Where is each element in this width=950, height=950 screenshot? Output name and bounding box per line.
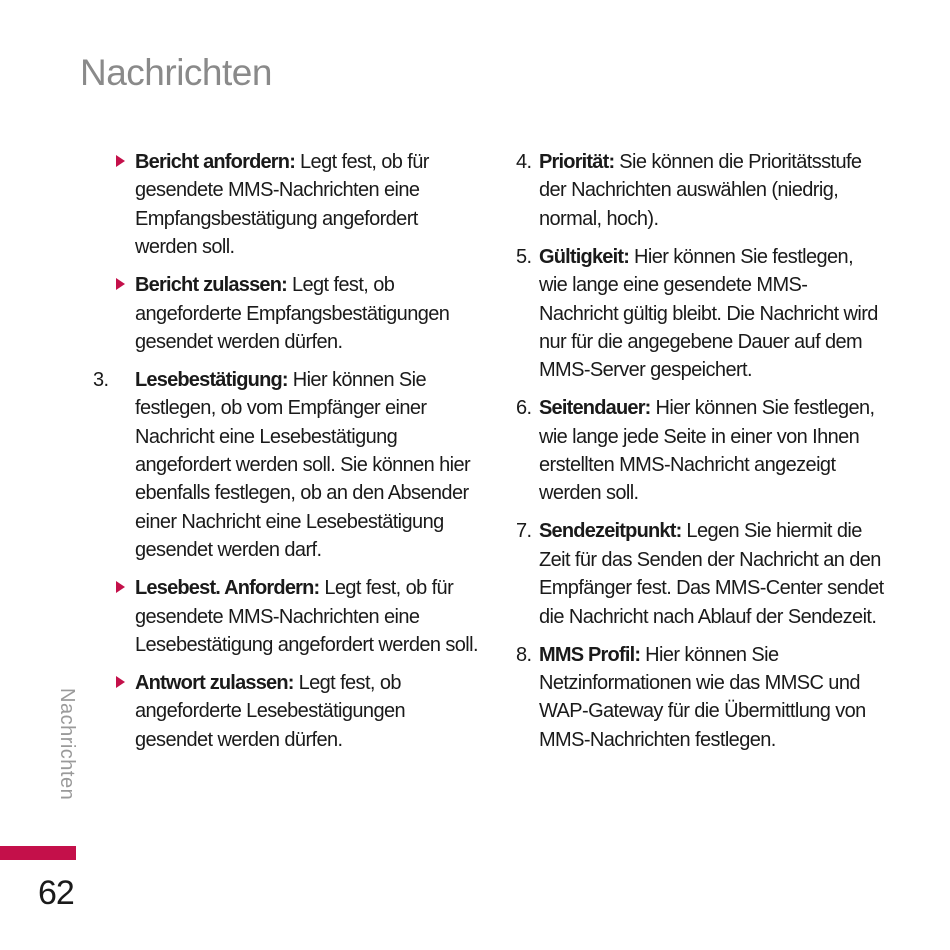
list-item bbox=[514, 394, 886, 508]
list-item bbox=[514, 517, 886, 631]
list-item bbox=[112, 669, 482, 754]
item-text: Legt fest, ob angeforderte Lesebestätigungen gesendet werden dürfen. bbox=[135, 671, 406, 751]
item-term: Lesebest. Anfordern: bbox=[135, 577, 320, 600]
item-text: Hier können Sie festlegen, wie lange eine gesendete MMS-Nachricht gültig bleibt. Die Nachricht wird nur für die angegebene Dauer auf dem MMS-Server gespeichert. bbox=[539, 245, 878, 382]
item-text: Hier können Sie festlegen, wie lange jede Seite in einer von Ihnen erstellten MMS-Nachricht angezeigt werden soll. bbox=[539, 397, 875, 505]
triangle-bullet-icon bbox=[116, 278, 125, 290]
item-term: MMS Profil: bbox=[539, 643, 641, 666]
item-text: Legen Sie hiermit die Zeit für das Senden der Nachricht an den Empfänger fest. Das MMS-Center sendet die Nachricht nach Ablauf der Sendezeit. bbox=[539, 520, 884, 628]
item-text: Hier können Sie Netzinformationen wie das MMSC und WAP-Gateway für die Übermittlung von MMS-Nachrichten festlegen. bbox=[539, 643, 866, 751]
list-item bbox=[514, 641, 886, 755]
page-title: Nachrichten bbox=[80, 52, 272, 93]
list-item bbox=[514, 148, 886, 233]
list-item bbox=[93, 366, 482, 565]
triangle-bullet-icon bbox=[116, 581, 125, 593]
item-number: 8. bbox=[516, 643, 532, 666]
triangle-bullet-icon bbox=[116, 155, 125, 167]
list-item bbox=[514, 243, 886, 385]
item-number: 4. bbox=[516, 151, 532, 173]
item-term: Gültigkeit: bbox=[539, 245, 630, 268]
item-text: Legt fest, ob für gesendete MMS-Nachrichten eine Empfangsbestätigung angefordert werden soll. bbox=[135, 151, 429, 259]
item-number: 3. bbox=[93, 368, 109, 391]
item-term: Lesebestätigung: bbox=[135, 368, 288, 391]
item-term: Seitendauer: bbox=[539, 397, 651, 420]
item-text: Hier können Sie festlegen, ob vom Empfänger einer Nachricht eine Lesebestätigung angefordert werden soll. Sie können hier ebenfalls festlegen, ob an den Absender einer Nachricht eine Lesebestätigung gesendet werden darf. bbox=[135, 368, 471, 562]
right-column bbox=[514, 148, 886, 764]
triangle-bullet-icon bbox=[116, 676, 125, 688]
list-item bbox=[112, 271, 482, 356]
list-item bbox=[112, 574, 482, 659]
section-side-label: Nachrichten bbox=[56, 688, 78, 801]
item-number: 5. bbox=[516, 245, 532, 268]
item-term: Bericht anfordern: bbox=[135, 151, 296, 173]
item-text: Legt fest, ob angeforderte Empfangsbestätigungen gesendet werden dürfen. bbox=[135, 274, 450, 353]
left-column bbox=[93, 148, 482, 764]
page-number: 62 bbox=[38, 874, 74, 912]
accent-bar bbox=[0, 846, 76, 860]
item-text: Legt fest, ob für gesendete MMS-Nachrichten eine Lesebestätigung angefordert werden soll. bbox=[135, 577, 478, 656]
item-number: 7. bbox=[516, 520, 532, 543]
item-term: Bericht zulassen: bbox=[135, 274, 288, 297]
item-term: Priorität: bbox=[539, 151, 615, 173]
item-text: Sie können die Prioritätsstufe der Nachrichten auswählen (niedrig, normal, hoch). bbox=[539, 151, 862, 230]
item-term: Antwort zulassen: bbox=[135, 671, 294, 694]
item-term: Sendezeitpunkt: bbox=[539, 520, 682, 543]
list-item bbox=[112, 148, 482, 262]
item-number: 6. bbox=[516, 397, 532, 420]
